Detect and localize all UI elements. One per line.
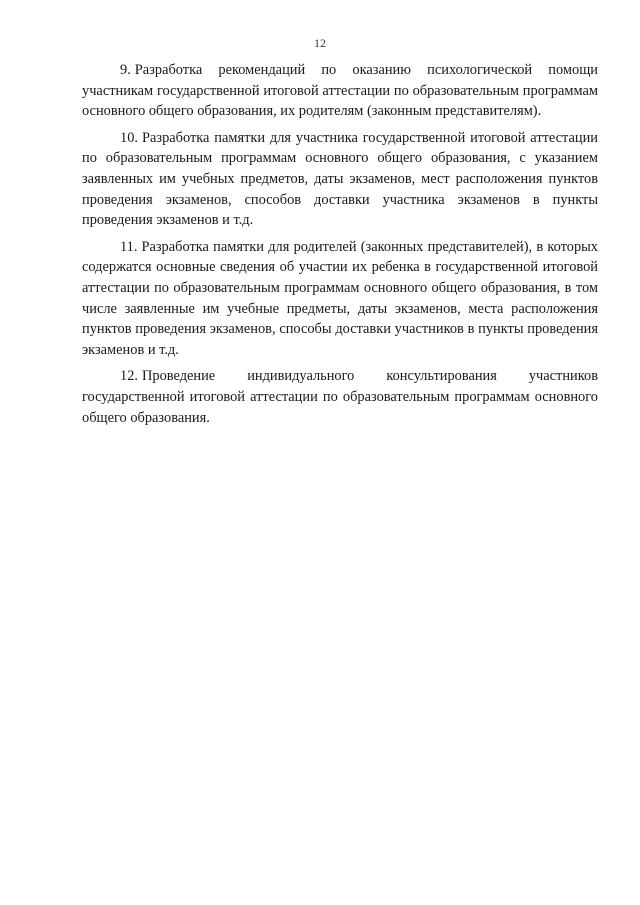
item-text: Разработка памятки для участника государственной итоговой аттестации по образовательным программам основного общего образования, с указанием заявленных им учебных предметов, даты экзаменов, мест расположения пунктов проведения экзаменов, способов доставки участника экзаменов в пункты проведения экзаменов и т.д. [82,129,598,229]
page-number: 12 [314,36,326,50]
item-number: 9. [120,62,131,78]
item-number: 11. [120,238,138,255]
item-text: Проведение индивидуального консультирования участников государственной итоговой аттестации по образовательным программам основного общего образования. [82,368,598,426]
item-number: 12. [120,368,138,385]
list-item-10 [82,128,598,231]
list-item-9 [82,60,598,122]
item-text: Разработка рекомендаций по оказанию психологической помощи участникам государственной итоговой аттестации по образовательным программам основного общего образования, их родителям (законным представителям). [82,62,598,120]
list-item-12 [82,366,598,428]
document-body [82,60,598,434]
item-number: 10. [120,129,138,146]
item-text: Разработка памятки для родителей (законных представителей), в которых содержатся основные сведения об участии их ребенка в государственной итоговой аттестации по образовательным программам основного общего образования, в том числе заявленные им учебные предметы, даты экзаменов, места расположения пунктов проведения экзаменов, способы доставки участников в пункты проведения экзаменов и т.д. [82,238,598,358]
list-item-11 [82,237,598,361]
